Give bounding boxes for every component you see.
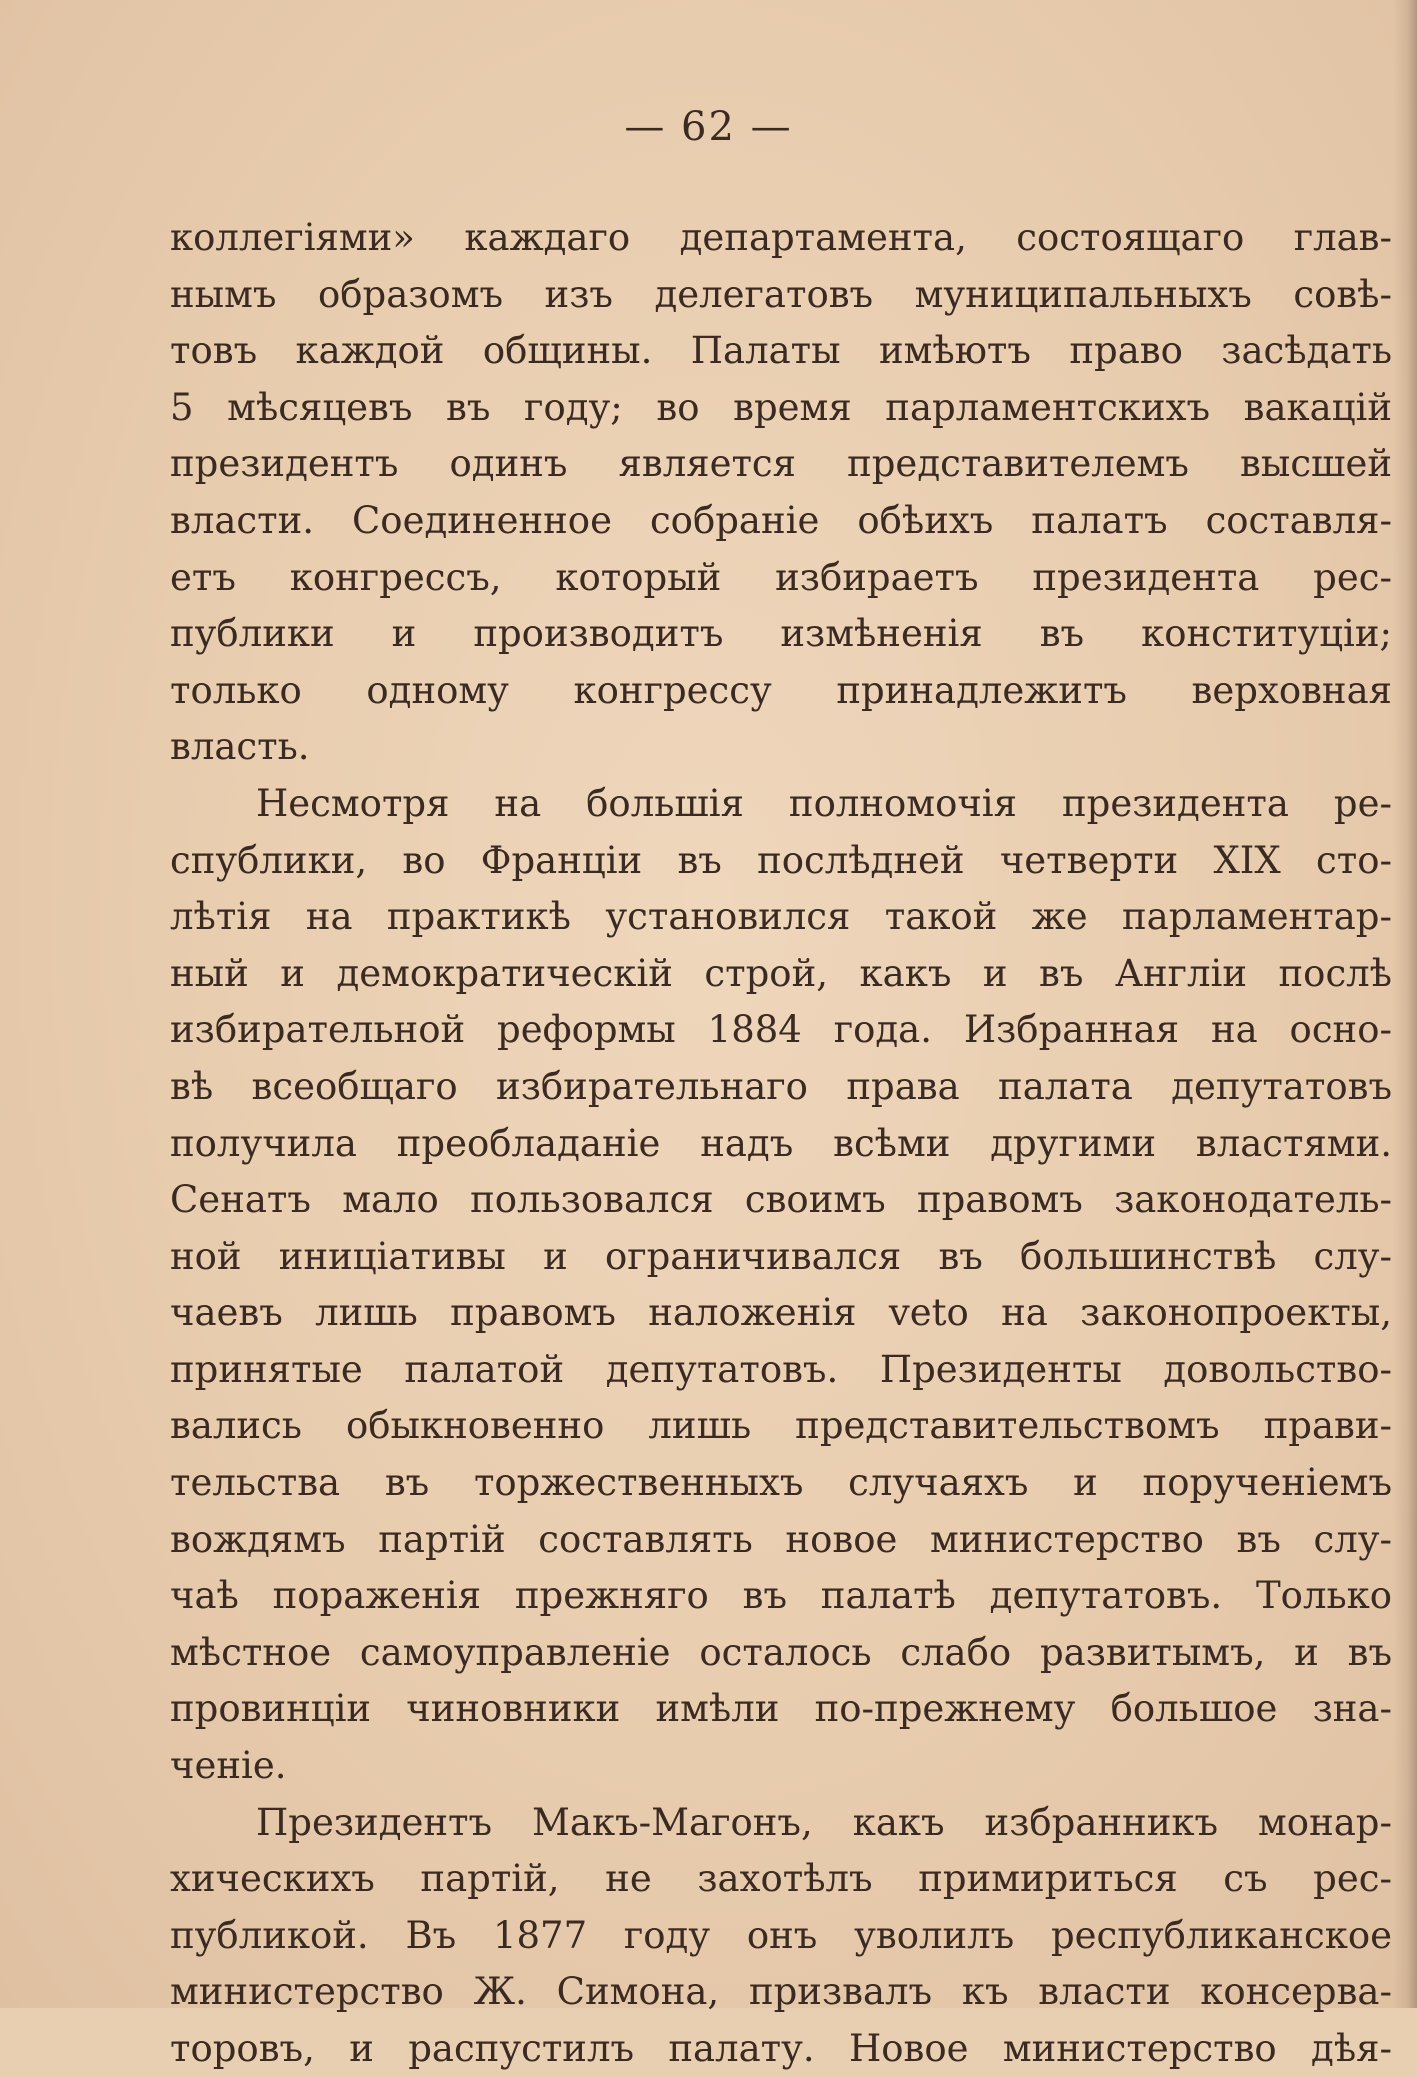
text-line: мѣстное самоуправленіе осталось слабо развитымъ, и въ bbox=[170, 1630, 1392, 1674]
text-line: избирательной реформы 1884 года. Избранная на осно- bbox=[170, 1008, 1392, 1052]
text-line: чаевъ лишь правомъ наложенія veto на законопроекты, bbox=[170, 1291, 1392, 1335]
text-line: только одному конгрессу принадлежитъ верховная bbox=[170, 668, 1392, 712]
page-edge-shadow bbox=[1393, 0, 1417, 2008]
text-line: Президентъ Макъ-Магонъ, какъ избранникъ монар- bbox=[256, 1800, 1392, 1844]
text-line: ный и демократическій строй, какъ и въ Англіи послѣ bbox=[170, 951, 1392, 995]
text-line: публики и производитъ измѣненія въ конституціи; bbox=[170, 612, 1392, 656]
body-text bbox=[170, 210, 1392, 2078]
text-line: вались обыкновенно лишь представительствомъ прави- bbox=[170, 1404, 1392, 1448]
text-line: торовъ, и распустилъ палату. Новое министерство дѣя- bbox=[170, 2027, 1392, 2070]
text-line: нымъ образомъ изъ делегатовъ муниципальныхъ совѣ- bbox=[170, 272, 1392, 316]
text-line: коллегіями» каждаго департамента, состоящаго глав- bbox=[170, 216, 1392, 259]
text-line: провинціи чиновники имѣли по-прежнему большое зна- bbox=[170, 1687, 1392, 1731]
text-line: 5 мѣсяцевъ въ году; во время парламентскихъ вакацій bbox=[170, 385, 1392, 429]
text-line: вѣ всеобщаго избирательнаго права палата депутатовъ bbox=[170, 1064, 1392, 1108]
text-line: власти. Соединенное собраніе обѣихъ палатъ составля- bbox=[170, 498, 1392, 542]
text-line: власть. bbox=[170, 725, 310, 769]
text-line: тельства въ торжественныхъ случаяхъ и порученіемъ bbox=[170, 1461, 1392, 1505]
text-line: ной иниціативы и ограничивался въ большинствѣ слу- bbox=[170, 1234, 1392, 1278]
text-line: лѣтія на практикѣ установился такой же парламентар- bbox=[170, 895, 1392, 939]
text-line: принятые палатой депутатовъ. Президенты довольство- bbox=[170, 1347, 1392, 1391]
text-line: чаѣ пораженія прежняго въ палатѣ депутатовъ. Только bbox=[170, 1574, 1392, 1618]
text-line: товъ каждой общины. Палаты имѣютъ право засѣдать bbox=[170, 329, 1392, 373]
text-line: ченіе. bbox=[170, 1744, 287, 1788]
text-line: Сенатъ мало пользовался своимъ правомъ законодатель- bbox=[170, 1178, 1392, 1222]
text-line: етъ конгрессъ, который избираетъ президента рес- bbox=[170, 555, 1392, 599]
text-line: спублики, во Франціи въ послѣдней четверти XIX сто- bbox=[170, 838, 1392, 882]
text-line: вождямъ партій составлять новое министерство въ слу- bbox=[170, 1517, 1392, 1561]
page-number: — 62 — bbox=[624, 104, 793, 150]
text-line: публикой. Въ 1877 году онъ уволилъ республиканское bbox=[170, 1913, 1392, 1957]
text-line: министерство Ж. Симона, призвалъ къ власти консерва- bbox=[170, 1970, 1392, 2014]
text-line: хическихъ партій, не захотѣлъ примириться съ рес- bbox=[170, 1857, 1392, 1901]
text-line: Несмотря на большія полномочія президента ре- bbox=[256, 781, 1392, 825]
text-line: президентъ одинъ является представителемъ высшей bbox=[170, 442, 1392, 486]
text-line: получила преобладаніе надъ всѣми другими властями. bbox=[170, 1121, 1392, 1165]
